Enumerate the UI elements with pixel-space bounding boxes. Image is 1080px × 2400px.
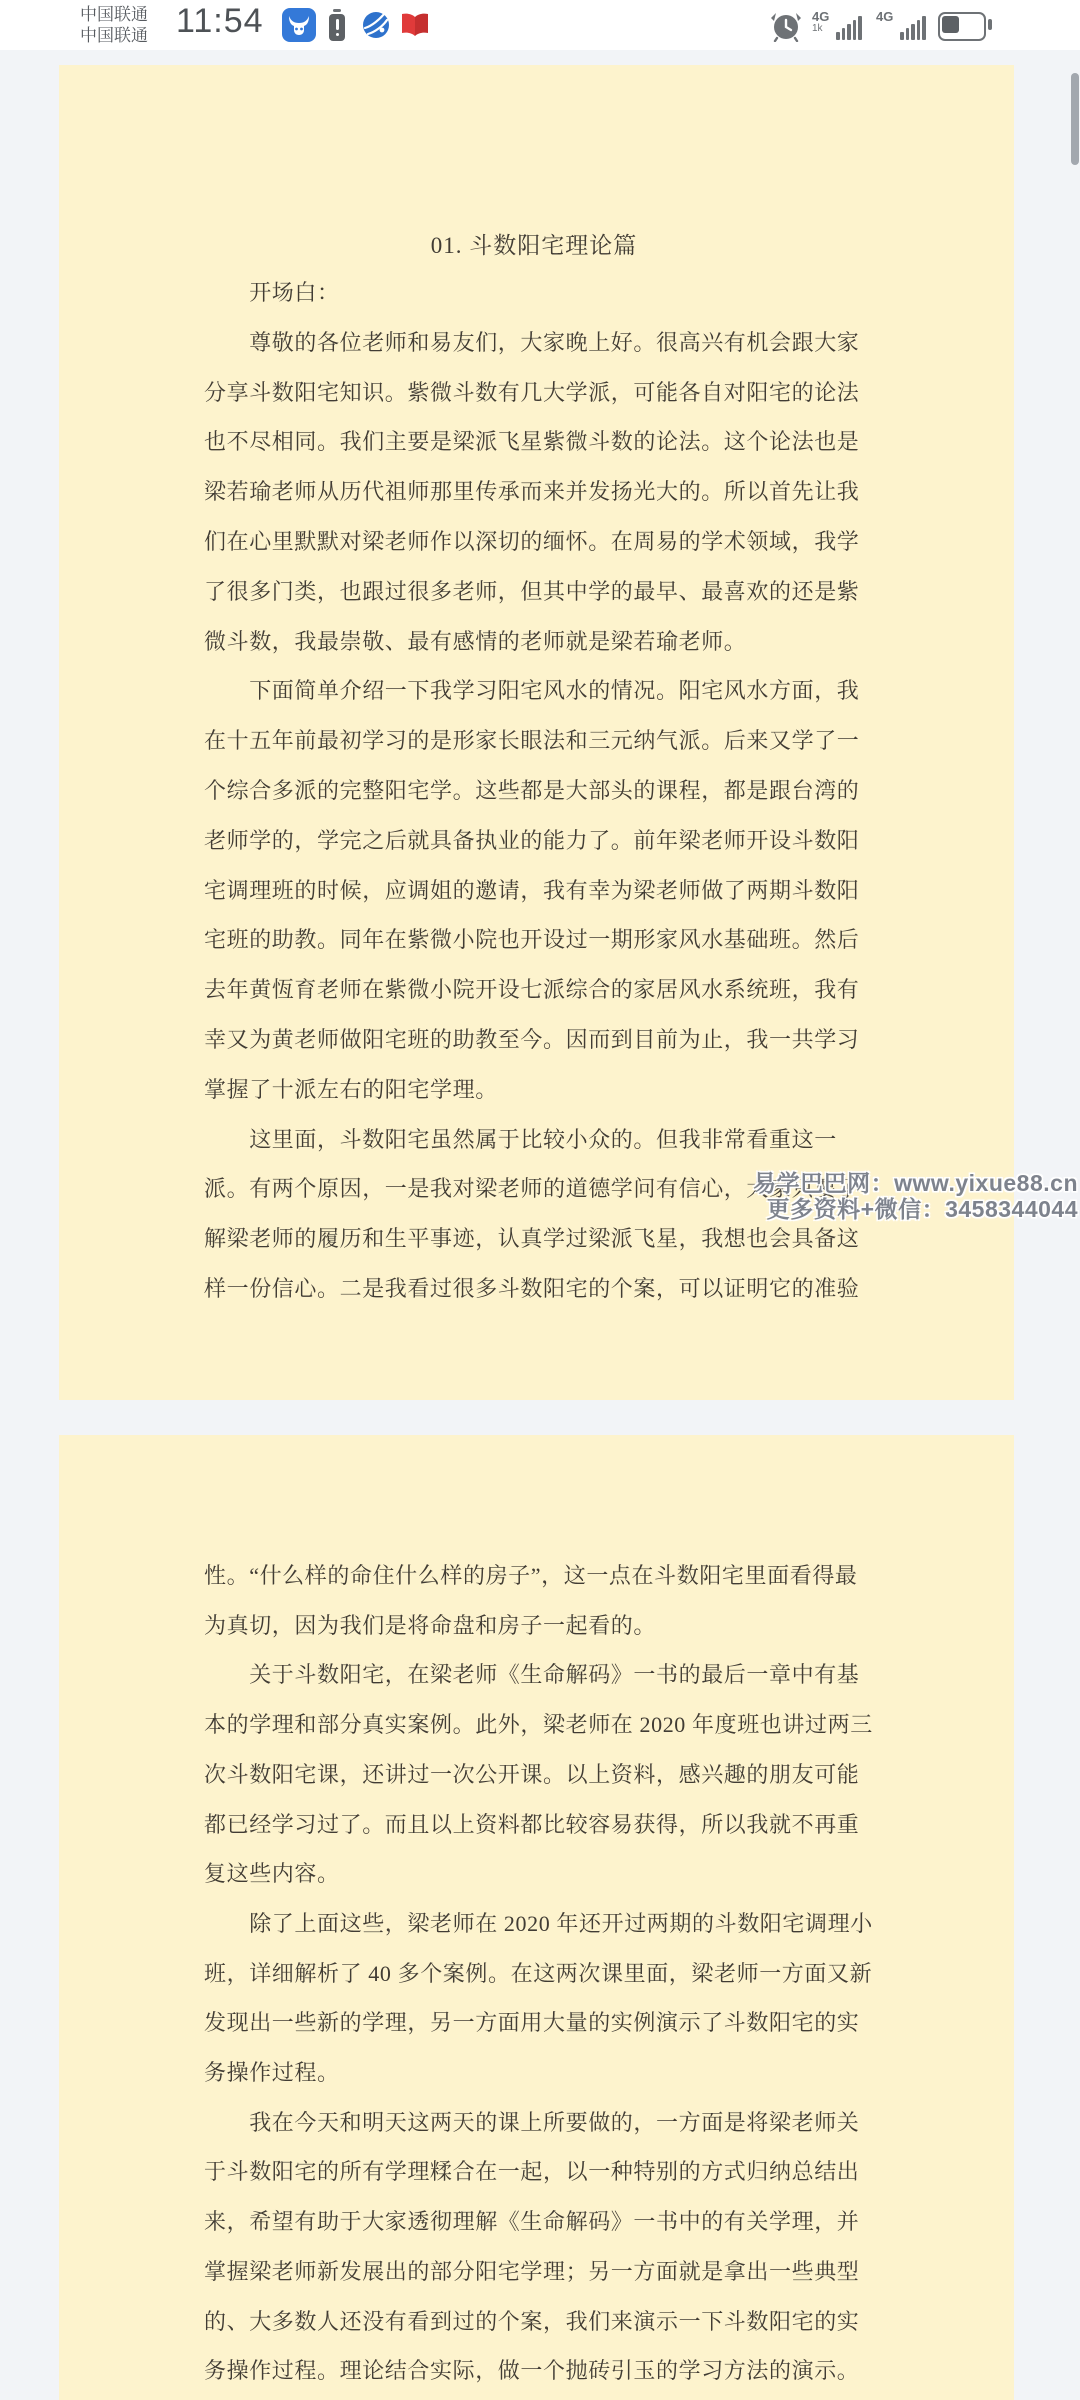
battery-fill — [942, 16, 959, 33]
text-line: 次斗数阳宅课，还讲过一次公开课。以上资料，感兴趣的朋友可能 — [204, 1761, 860, 1787]
text-line: 下面简单介绍一下我学习阳宅风水的情况。阳宅风水方面，我 — [204, 678, 860, 704]
text-line: 幸又为黄老师做阳宅班的助教至今。因而到目前为止，我一共学习 — [204, 1026, 860, 1052]
status-bar — [0, 0, 1080, 50]
text-line: 微斗数，我最崇敬、最有感情的老师就是梁若瑜老师。 — [204, 628, 747, 654]
signal-bars-sim1-icon — [836, 16, 862, 40]
text-line: 掌握梁老师新发展出的部分阳宅学理；另一方面就是拿出一些典型 — [204, 2258, 860, 2284]
text-line: 这里面，斗数阳宅虽然属于比较小众的。但我非常看重这一 — [204, 1126, 837, 1152]
carrier-line-1: 中国联通 — [80, 5, 148, 24]
document-page-2[interactable] — [59, 1435, 1014, 2400]
battery-icon — [938, 12, 994, 38]
carrier-line-2: 中国联通 — [80, 26, 148, 45]
text-line: 分享斗数阳宅知识。紫微斗数有几大学派，可能各自对阳宅的论法 — [204, 379, 860, 405]
document-title: 01. 斗数阳宅理论篇 — [430, 233, 638, 258]
battery-nub — [988, 19, 992, 30]
text-line: 们在心里默默对梁老师作以深切的缅怀。在周易的学术领域，我学 — [204, 528, 860, 554]
text-line: 务操作过程。理论结合实际，做一个抛砖引玉的学习方法的演示。 — [204, 2358, 860, 2384]
scrollbar-thumb[interactable] — [1071, 73, 1079, 165]
signal-sim1 — [812, 10, 872, 42]
text-line: 发现出一些新的学理，另一方面用大量的实例演示了斗数阳宅的实 — [204, 2010, 860, 2036]
text-line: 也不尽相同。我们主要是梁派飞星紫微斗数的论法。这个论法也是 — [204, 429, 860, 455]
text-line: 样一份信心。二是我看过很多斗数阳宅的个案，可以证明它的准验 — [204, 1275, 860, 1301]
text-line: 派。有两个原因，一是我对梁老师的道德学问有信心，大家只要了 — [204, 1176, 860, 1202]
text-line: 班，详细解析了 40 多个案例。在这两次课里面，梁老师一方面又新 — [204, 1960, 873, 1986]
exclamation-dot — [336, 33, 339, 36]
page2-text-block — [204, 1551, 884, 2396]
text-line: 宅班的助教。同年在紫微小院也开设过一期形家风水基础班。然后 — [204, 927, 860, 953]
carrier-label — [80, 4, 148, 46]
text-line: 个综合多派的完整阳宅学。这些都是大部头的课程，都是跟台湾的 — [204, 777, 860, 803]
text-line: 在十五年前最初学习的是形家长眼法和三元纳气派。后来又学了一 — [204, 728, 860, 754]
battery-alert-body — [329, 14, 345, 41]
reader-book-icon — [400, 13, 430, 42]
text-line: 尊敬的各位老师和易友们，大家晚上好。很高兴有机会跟大家 — [204, 329, 860, 355]
text-line: 来，希望有助于大家透彻理解《生命解码》一书中的有关学理，并 — [204, 2209, 860, 2235]
browser-globe-icon — [362, 11, 390, 44]
text-line: 务操作过程。 — [204, 2060, 340, 2086]
text-line: 的、大多数人还没有看到过的个案，我们来演示一下斗数阳宅的实 — [204, 2308, 860, 2334]
text-line: 关于斗数阳宅，在梁老师《生命解码》一书的最后一章中有基 — [204, 1662, 860, 1688]
text-line: 于斗数阳宅的所有学理糅合在一起，以一种特别的方式归纳总结出 — [204, 2159, 860, 2185]
ox-glyph — [286, 12, 312, 38]
text-line: 除了上面这些，梁老师在 2020 年还开过两期的斗数阳宅调理小 — [204, 1910, 873, 1936]
text-line: 梁若瑜老师从历代祖师那里传承而来并发扬光大的。所以首先让我 — [204, 479, 860, 505]
text-line: 了很多门类，也跟过很多老师，但其中学的最早、最喜欢的还是紫 — [204, 578, 860, 604]
text-line: 开场白： — [204, 280, 340, 305]
text-line: 掌握了十派左右的阳宅学理。 — [204, 1076, 498, 1102]
text-line: 性。“什么样的命住什么样的房子”，这一点在斗数阳宅里面看得最 — [204, 1563, 858, 1588]
page1-text-block — [204, 268, 884, 1314]
text-line: 解梁老师的履历和生平事迹，认真学过梁派飞星，我想也会具备这 — [204, 1226, 860, 1252]
network-type-sim2: 4G — [876, 9, 894, 24]
status-time: 11:54 — [176, 2, 264, 40]
text-line: 本的学理和部分真实案例。此外，梁老师在 2020 年度班也讲过两三 — [204, 1712, 873, 1738]
watermark-wechat-line: 更多资料+微信：3458344044 — [766, 1196, 1078, 1222]
battery-alert-icon — [328, 9, 346, 43]
text-line: 宅调理班的时候，应调姐的邀请，我有幸为梁老师做了两期斗数阳 — [204, 877, 860, 903]
watermark — [753, 1170, 1080, 1222]
network-type-sim1: 4G — [812, 9, 830, 24]
battery-alert-cap — [333, 9, 341, 12]
text-line: 都已经学习过了。而且以上资料都比较容易获得，所以我就不再重 — [204, 1811, 860, 1837]
watermark-site-line: 易学巴巴网：www.yixue88.cn — [753, 1170, 1078, 1196]
signal-bars-sim2-icon — [900, 16, 926, 40]
text-line: 去年黄恆育老师在紫微小院开设七派综合的家居风水系统班，我有 — [204, 977, 860, 1003]
network-sub-sim1: 1k — [812, 23, 823, 34]
exclamation-mark — [336, 19, 339, 30]
text-line: 老师学的，学完之后就具备执业的能力了。前年梁老师开设斗数阳 — [204, 827, 860, 853]
app-notification-icon — [282, 8, 316, 42]
text-line: 复这些内容。 — [204, 1861, 340, 1887]
alarm-clock-icon — [770, 10, 802, 47]
text-line: 我在今天和明天这两天的课上所要做的，一方面是将梁老师关 — [204, 2109, 860, 2135]
signal-sim2 — [876, 10, 936, 42]
text-line: 为真切，因为我们是将命盘和房子一起看的。 — [204, 1612, 657, 1638]
